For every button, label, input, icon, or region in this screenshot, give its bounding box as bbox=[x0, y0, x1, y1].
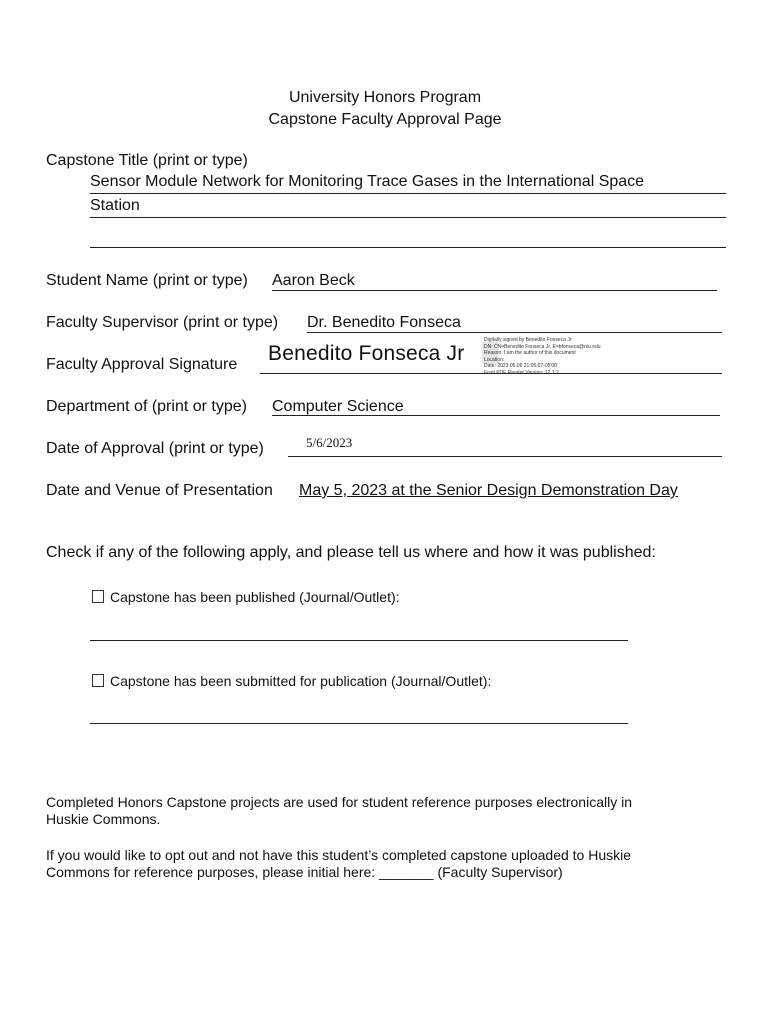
reference-notice-line: Huskie Commons. bbox=[46, 811, 161, 827]
student-name-label: Student Name (print or type) bbox=[46, 272, 248, 289]
signature-meta-line: Location: bbox=[484, 356, 505, 363]
capstone-title-line1: Sensor Module Network for Monitoring Trace Gases in the International Space bbox=[90, 173, 645, 190]
approval-date-label: Date of Approval (print or type) bbox=[46, 440, 264, 457]
capstone-title-underline-3 bbox=[90, 247, 726, 248]
submitted-option[interactable] bbox=[92, 673, 491, 689]
department-label: Department of (print or type) bbox=[46, 398, 247, 415]
signature-meta-line: Foxit PDF Reader Version: 12.1.2 bbox=[484, 369, 559, 376]
supervisor-label: Faculty Supervisor (print or type) bbox=[46, 314, 279, 331]
signature-meta-line: Reason: I am the author of this document bbox=[484, 350, 576, 356]
submitted-outlet-line[interactable] bbox=[90, 723, 628, 724]
supervisor-line bbox=[307, 332, 722, 333]
approval-date-value: 5/6/2023 bbox=[306, 435, 353, 450]
reference-notice bbox=[46, 794, 632, 828]
supervisor-value: Dr. Benedito Fonseca bbox=[307, 314, 461, 331]
published-option[interactable] bbox=[92, 589, 400, 605]
check-instruction: Check if any of the following apply, and please tell us where and how it was published: bbox=[46, 544, 656, 561]
published-checkbox[interactable] bbox=[92, 590, 104, 603]
capstone-title-underline-1 bbox=[90, 193, 726, 194]
signature-label: Faculty Approval Signature bbox=[46, 356, 238, 373]
published-outlet-line[interactable] bbox=[90, 640, 628, 641]
capstone-title-underline-2 bbox=[90, 217, 726, 218]
published-label: Capstone has been published (Journal/Outlet): bbox=[110, 589, 400, 605]
program-name: University Honors Program bbox=[288, 89, 482, 106]
student-name-value: Aaron Beck bbox=[272, 272, 355, 289]
signature-meta-line: Digitally signed by Benedito Fonseca Jr bbox=[484, 337, 572, 343]
submitted-label: Capstone has been submitted for publication (Journal/Outlet): bbox=[110, 673, 492, 689]
capstone-title-label: Capstone Title (print or type) bbox=[46, 152, 248, 169]
page-title: Capstone Faculty Approval Page bbox=[268, 111, 502, 128]
presentation-value: May 5, 2023 at the Senior Design Demonstration Day bbox=[299, 482, 678, 499]
department-line bbox=[272, 415, 720, 416]
signature-meta-line: DN: CN=Benedito Fonseca Jr, E=bfonseca@niu.edu bbox=[484, 343, 601, 350]
digital-signature-details bbox=[484, 337, 624, 376]
opt-out-notice-line: Commons for reference purposes, please initial here: _______ (Faculty Supervisor) bbox=[46, 864, 563, 880]
signature-meta-line: Date: 2023.05.06 21:05:07-05'00' bbox=[484, 363, 558, 369]
digital-signature-name: Benedito Fonseca Jr bbox=[268, 342, 465, 365]
student-name-line bbox=[272, 290, 717, 291]
approval-date-line bbox=[288, 456, 722, 457]
reference-notice-line: Completed Honors Capstone projects are used for student reference purposes electronically in bbox=[46, 794, 632, 810]
capstone-title-line2: Station bbox=[90, 197, 140, 214]
opt-out-notice-line: If you would like to opt out and not have this student’s completed capstone uploaded to Huskie bbox=[46, 847, 632, 863]
submitted-checkbox[interactable] bbox=[92, 674, 104, 687]
presentation-label: Date and Venue of Presentation bbox=[46, 482, 273, 499]
opt-out-notice bbox=[46, 847, 631, 881]
department-value: Computer Science bbox=[272, 398, 404, 415]
